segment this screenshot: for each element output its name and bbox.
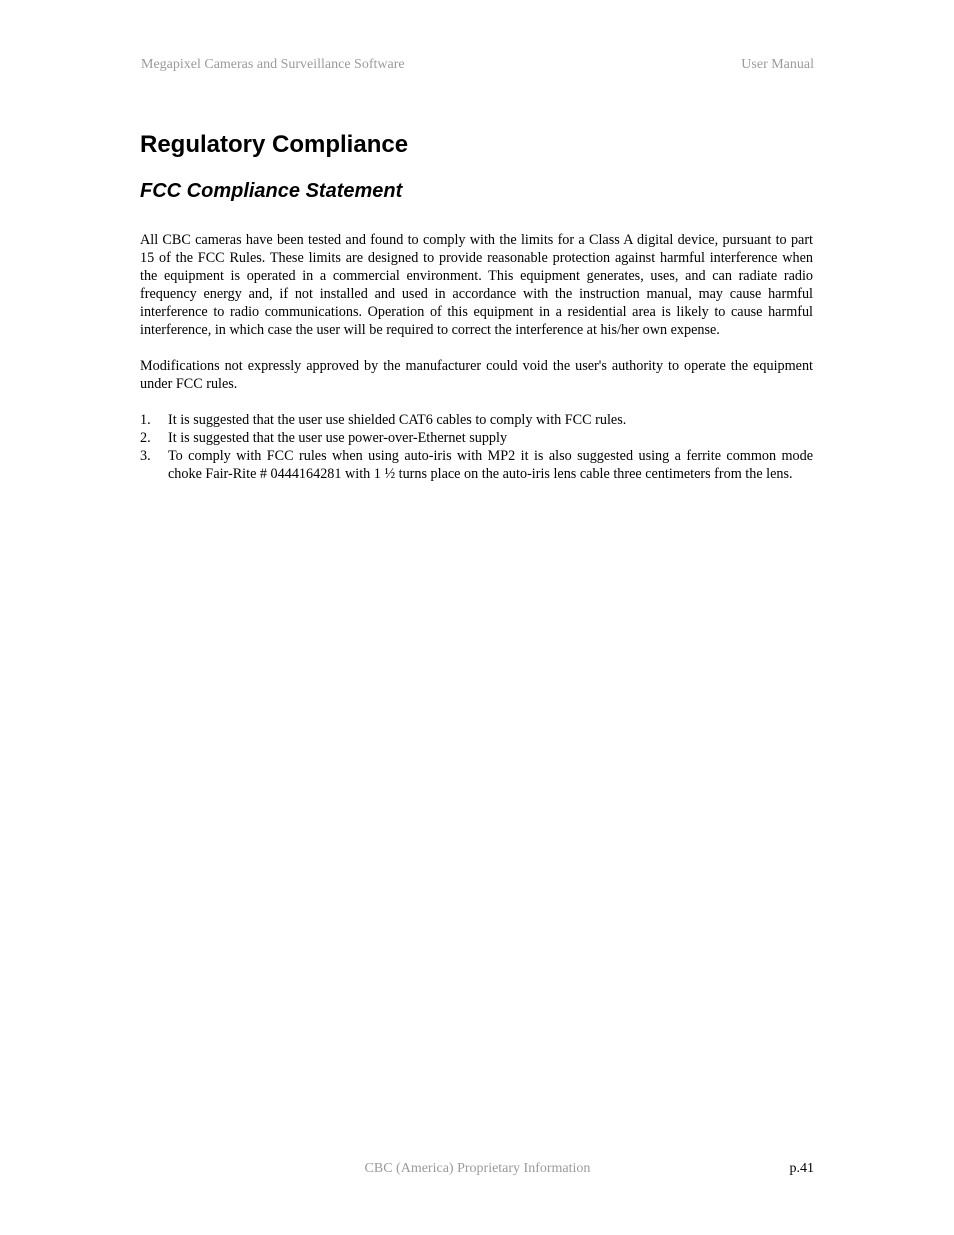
list-item-number: 2. <box>140 430 151 446</box>
section-title: Regulatory Compliance <box>140 131 409 158</box>
list-item <box>140 429 813 447</box>
list-item <box>140 447 813 483</box>
footer-proprietary-notice: CBC (America) Proprietary Information <box>364 1161 591 1176</box>
page-number: p.41 <box>789 1161 814 1176</box>
page-footer <box>141 1161 814 1177</box>
list-item-text: It is suggested that the user use power-over-Ethernet supply <box>168 430 508 446</box>
compliance-notes-list <box>140 411 813 483</box>
page-header <box>141 57 814 73</box>
fcc-statement-paragraph: All CBC cameras have been tested and found to comply with the limits for a Class A digital device, pursuant to part 15 of the FCC Rules. These limits are designed to provide reasonable protection against harmful interference when the equipment is operated in a commercial environment. This equipment generates, uses, and can radiate radio frequency energy and, if not installed and used in accordance with the instruction manual, may cause harmful interference to radio communications. Operation of this equipment in a residential area is likely to cause harmful interference, in which case the user will be required to correct the interference at his/her own expense. <box>140 232 813 338</box>
header-manual-label: User Manual <box>741 57 814 72</box>
main-content <box>140 130 813 483</box>
list-item-number: 1. <box>140 412 151 428</box>
list-item-text: To comply with FCC rules when using auto-iris with MP2 it is also suggested using a ferrite common mode choke Fair-Rite # 0444164281 with 1 ½ turns place on the auto-iris lens cable three centimeters from the lens. <box>168 448 813 482</box>
list-item-text: It is suggested that the user use shielded CAT6 cables to comply with FCC rules. <box>168 412 627 428</box>
header-document-title: Megapixel Cameras and Surveillance Software <box>141 57 405 72</box>
list-item <box>140 411 813 429</box>
section-subtitle: FCC Compliance Statement <box>140 180 403 202</box>
list-item-number: 3. <box>140 448 151 464</box>
modifications-paragraph: Modifications not expressly approved by the manufacturer could void the user's authority to operate the equipment under FCC rules. <box>140 358 813 392</box>
